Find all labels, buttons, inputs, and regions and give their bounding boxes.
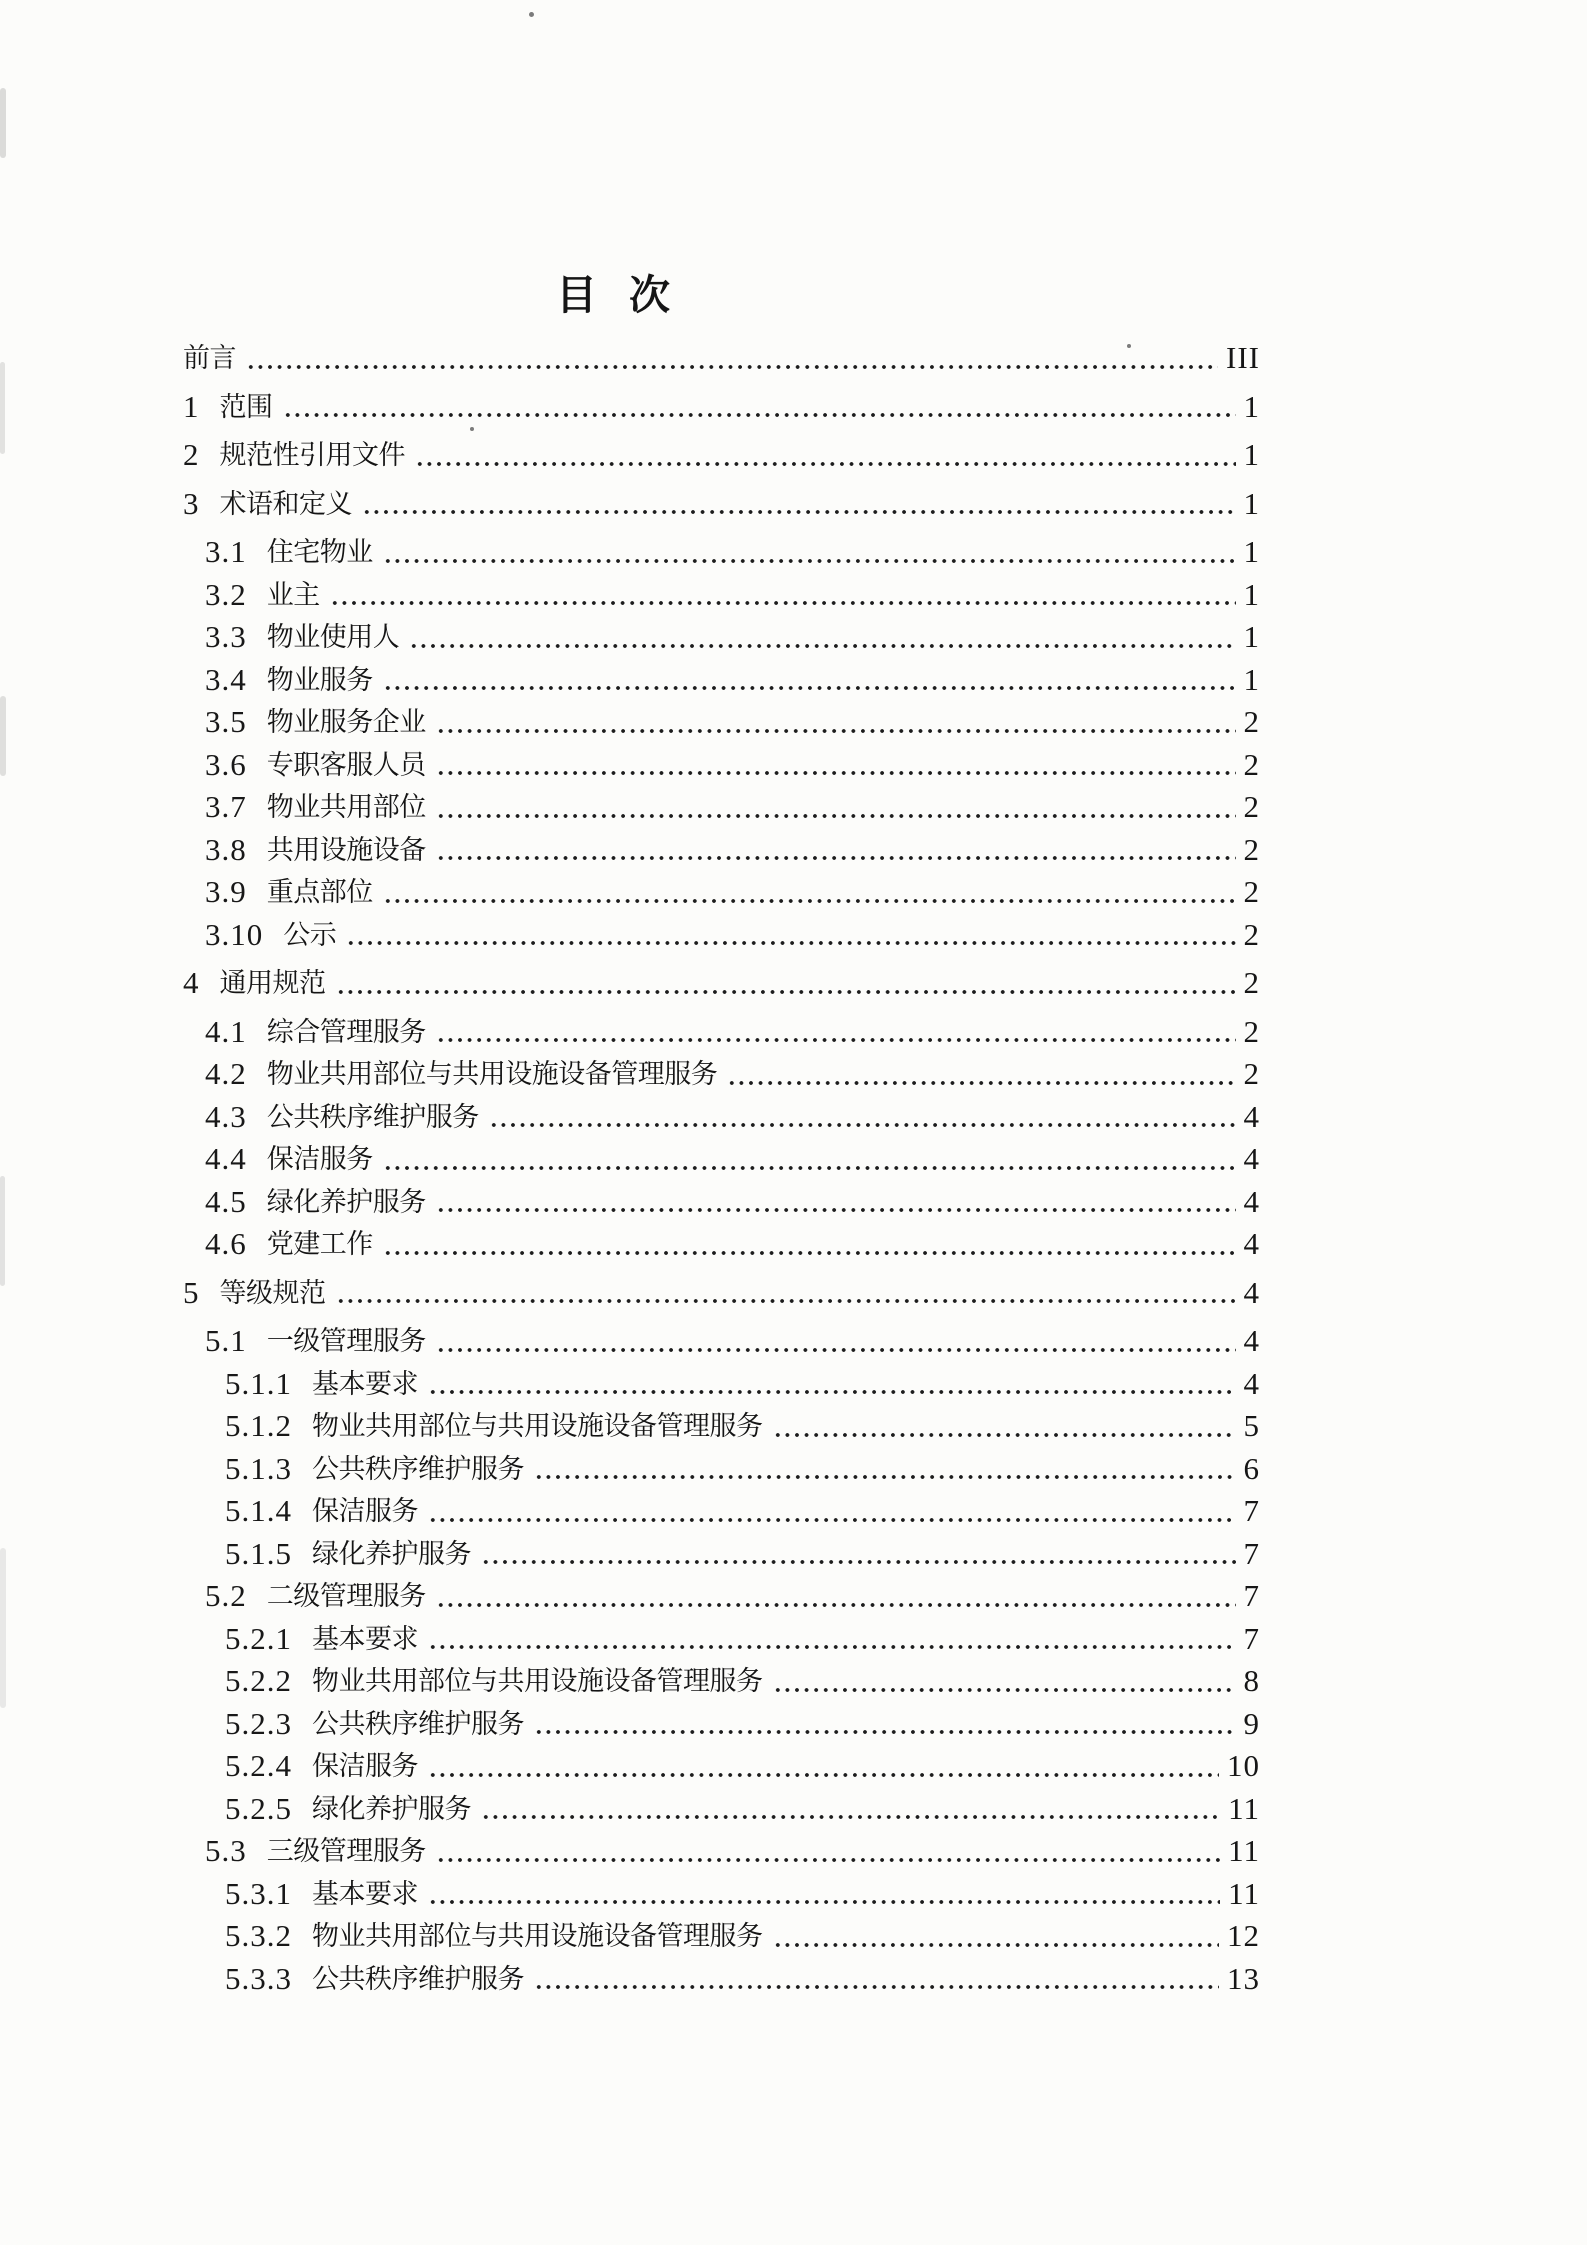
toc-entry [183, 1830, 1260, 1873]
toc-entry-label: 保洁服务 [312, 1751, 418, 1781]
toc-entry-number: 4.6 [205, 1226, 247, 1261]
toc-entry-number: 5.1.2 [225, 1408, 292, 1443]
toc-entry-page: 2 [1243, 704, 1260, 739]
toc-entry-label: 物业共用部位与共用设施设备管理服务 [312, 1411, 763, 1441]
dot-leader [481, 1533, 1236, 1576]
toc-entry [183, 1181, 1260, 1224]
dot-leader [336, 1272, 1236, 1315]
toc-entry-label: 党建工作 [266, 1229, 373, 1259]
toc-entry-number: 5.3.3 [225, 1960, 292, 1996]
toc-entry-page: 2 [1243, 831, 1260, 867]
toc-entry-number: 5.1 [205, 1323, 247, 1358]
toc-entry-page: 7 [1243, 1535, 1260, 1571]
toc-entry [183, 483, 1260, 526]
dot-leader [428, 1490, 1236, 1533]
dot-leader [346, 914, 1235, 957]
toc-entry-label: 基本要求 [312, 1368, 418, 1399]
toc-entry-label: 公共秩序维护服务 [312, 1708, 524, 1739]
toc-entry-number: 5 [183, 1274, 200, 1310]
toc-entry-number: 3.6 [205, 746, 247, 782]
toc-entry [183, 786, 1260, 829]
toc-entry-page: 1 [1243, 485, 1260, 521]
toc-entry [183, 1363, 1260, 1406]
toc-entry [183, 1272, 1260, 1315]
dot-leader [383, 1138, 1236, 1181]
toc-entry [183, 1405, 1260, 1448]
toc-entry-number: 5.2 [205, 1578, 247, 1613]
toc-entry-label: 物业使用人 [266, 622, 400, 652]
toc-entry-page: 8 [1243, 1663, 1260, 1698]
toc-entry [183, 1873, 1260, 1916]
toc-entry-page: 7 [1243, 1493, 1260, 1528]
toc-entry-number: 3.3 [205, 619, 247, 654]
toc-entry-number: 4.1 [205, 1013, 247, 1049]
toc-entry-number: 5.1.4 [225, 1493, 292, 1528]
toc-entry [183, 1745, 1260, 1788]
toc-entry-label: 物业共用部位 [266, 792, 426, 822]
toc-entry-page: 2 [1243, 1056, 1260, 1091]
toc-entry-page: 12 [1227, 1918, 1260, 1953]
dot-leader [773, 1660, 1236, 1703]
toc-entry-label: 前言 [183, 343, 236, 373]
toc-entry-label: 共用设施设备 [266, 834, 426, 865]
toc-entry-number: 4 [183, 965, 200, 1000]
toc-entry-label: 术语和定义 [219, 488, 352, 519]
toc-entry-label: 专职客服人员 [266, 749, 426, 780]
dot-leader [362, 483, 1236, 526]
toc-entry-label: 重点部位 [266, 877, 373, 907]
toc-entry-label: 公共秩序维护服务 [266, 1101, 479, 1132]
dot-leader [773, 1915, 1220, 1958]
toc-entry-page: III [1226, 340, 1260, 375]
toc-entry-label: 等级规范 [219, 1277, 326, 1308]
toc-entry-number: 4.4 [205, 1141, 247, 1176]
toc-entry-label: 二级管理服务 [266, 1581, 426, 1611]
toc-list [183, 331, 1260, 2000]
dot-leader [428, 1618, 1236, 1661]
toc-entry [183, 871, 1260, 914]
toc-entry-page: 1 [1243, 388, 1260, 424]
toc-entry-number: 1 [183, 388, 200, 424]
dot-leader [489, 1096, 1236, 1139]
dot-leader [436, 1575, 1236, 1618]
toc-entry [183, 914, 1260, 957]
toc-entry [183, 1490, 1260, 1533]
toc-entry-number: 3.5 [205, 704, 247, 739]
toc-entry-label: 保洁服务 [312, 1496, 418, 1526]
toc-entry-number: 5.2.1 [225, 1620, 292, 1656]
toc-entry-label: 物业服务企业 [266, 707, 426, 737]
dot-leader [436, 1181, 1236, 1224]
toc-entry-label: 绿化养护服务 [312, 1538, 471, 1569]
dot-leader [436, 829, 1236, 872]
toc-entry-label: 综合管理服务 [266, 1016, 426, 1047]
toc-entry-page: 6 [1243, 1450, 1260, 1486]
toc-entry [183, 1223, 1260, 1266]
toc-entry [183, 1053, 1260, 1096]
toc-entry-page: 1 [1243, 534, 1260, 569]
toc-entry-label: 物业共用部位与共用设施设备管理服务 [266, 1059, 718, 1089]
toc-entry-number: 5.2.2 [225, 1663, 292, 1698]
toc-entry-label: 三级管理服务 [266, 1836, 426, 1866]
toc-entry-page: 1 [1243, 619, 1260, 654]
toc-entry-label: 物业共用部位与共用设施设备管理服务 [312, 1666, 763, 1696]
toc-entry [183, 1788, 1260, 1831]
dot-leader [727, 1053, 1235, 1096]
toc-entry-number: 3.8 [205, 831, 247, 867]
toc-entry-label: 保洁服务 [266, 1144, 373, 1174]
toc-entry-page: 2 [1243, 916, 1260, 952]
dot-leader [246, 337, 1218, 380]
dot-leader [330, 574, 1236, 617]
toc-entry [183, 434, 1260, 477]
toc-entry-page: 9 [1243, 1705, 1260, 1741]
toc-entry-page: 4 [1243, 1323, 1260, 1358]
toc-entry-page: 1 [1243, 576, 1260, 612]
toc-entry-page: 1 [1243, 437, 1260, 472]
toc-entry-number: 3.4 [205, 661, 247, 697]
toc-entry-number: 5.2.3 [225, 1705, 292, 1741]
toc-entry-page: 4 [1243, 1183, 1260, 1219]
scan-artifact [0, 362, 5, 454]
toc-entry-label: 规范性引用文件 [219, 440, 405, 470]
toc-entry-number: 3 [183, 485, 200, 521]
toc-entry [183, 659, 1260, 702]
toc-entry [183, 744, 1260, 787]
toc-entry-number: 5.3 [205, 1833, 247, 1868]
toc-entry-page: 2 [1243, 789, 1260, 824]
toc-entry [183, 1703, 1260, 1746]
page-title: 目次 [556, 272, 702, 318]
toc-entry [183, 1958, 1260, 2001]
toc-entry [183, 962, 1260, 1005]
toc-entry-page: 10 [1227, 1748, 1260, 1783]
toc-entry-page: 4 [1243, 1274, 1260, 1310]
toc-entry-number: 5.3.2 [225, 1918, 292, 1953]
toc-entry-page: 7 [1243, 1620, 1260, 1656]
toc-entry-label: 基本要求 [312, 1878, 418, 1909]
scan-artifact [0, 1176, 5, 1286]
toc-entry-label: 业主 [266, 579, 320, 610]
toc-entry-page: 13 [1227, 1960, 1260, 1996]
toc-entry-label: 范围 [219, 391, 273, 422]
toc-entry-page: 2 [1243, 1013, 1260, 1049]
toc-entry-label: 基本要求 [312, 1623, 418, 1654]
dot-leader [481, 1788, 1220, 1831]
dot-leader [415, 434, 1236, 477]
toc-entry [183, 1096, 1260, 1139]
toc-entry-number: 2 [183, 437, 200, 472]
toc-entry-page: 5 [1243, 1408, 1260, 1443]
toc-entry-label: 公共秩序维护服务 [312, 1453, 524, 1484]
toc-entry-number: 5.1.5 [225, 1535, 292, 1571]
toc-entry [183, 1575, 1260, 1618]
dot-leader [534, 1958, 1219, 2001]
toc-entry-label: 物业服务 [266, 664, 373, 695]
toc-entry-page: 2 [1243, 874, 1260, 909]
dot-leader [283, 386, 1236, 429]
dot-leader [534, 1703, 1236, 1746]
dot-leader [428, 1873, 1220, 1916]
toc-entry-label: 公共秩序维护服务 [312, 1963, 524, 1994]
toc-entry-number: 5.3.1 [225, 1875, 292, 1911]
toc-entry-label: 物业共用部位与共用设施设备管理服务 [312, 1921, 763, 1951]
toc-entry [183, 337, 1260, 380]
toc-entry-page: 1 [1243, 661, 1260, 697]
toc-entry [183, 1138, 1260, 1181]
toc-entry-page: 11 [1228, 1790, 1260, 1826]
toc-entry [183, 1011, 1260, 1054]
toc-entry-label: 通用规范 [219, 968, 326, 998]
dot-leader [383, 659, 1236, 702]
toc-entry-number: 3.1 [205, 534, 247, 569]
toc-entry-label: 一级管理服务 [266, 1326, 426, 1356]
scan-artifact [0, 88, 6, 158]
dot-leader [383, 871, 1236, 914]
toc-entry-page: 4 [1243, 1365, 1260, 1401]
toc-entry [183, 1915, 1260, 1958]
dot-leader [436, 1830, 1220, 1873]
toc-entry [183, 829, 1260, 872]
toc-entry-label: 住宅物业 [266, 537, 373, 567]
dot-leader [436, 786, 1236, 829]
scan-artifact [529, 12, 534, 17]
dot-leader [773, 1405, 1236, 1448]
toc-entry-number: 5.2.4 [225, 1748, 292, 1783]
toc-entry-number: 3.7 [205, 789, 247, 824]
toc-entry [183, 1618, 1260, 1661]
toc-entry-number: 3.9 [205, 874, 247, 909]
dot-leader [383, 1223, 1236, 1266]
toc-entry-page: 4 [1243, 1226, 1260, 1261]
toc-entry-number: 5.2.5 [225, 1790, 292, 1826]
toc-entry [183, 1448, 1260, 1491]
toc-entry-number: 3.10 [205, 916, 264, 952]
toc-entry-number: 5.1.1 [225, 1365, 292, 1401]
toc-entry-number: 4.5 [205, 1183, 247, 1219]
toc-entry [183, 701, 1260, 744]
toc-entry-number: 4.3 [205, 1098, 247, 1134]
toc-entry [183, 1320, 1260, 1363]
dot-leader [436, 701, 1236, 744]
toc-entry-page: 4 [1243, 1098, 1260, 1134]
dot-leader [428, 1363, 1236, 1406]
scan-artifact [0, 1548, 6, 1708]
dot-leader [436, 1320, 1236, 1363]
toc-entry-label: 绿化养护服务 [312, 1793, 471, 1824]
toc-entry [183, 574, 1260, 617]
toc-entry-label: 绿化养护服务 [266, 1186, 426, 1217]
toc-entry-page: 4 [1243, 1141, 1260, 1176]
toc-entry-label: 公示 [283, 919, 337, 950]
toc-entry-page: 11 [1228, 1875, 1260, 1911]
toc-entry-number: 4.2 [205, 1056, 247, 1091]
toc-entry [183, 1533, 1260, 1576]
toc-entry-number: 5.1.3 [225, 1450, 292, 1486]
dot-leader [409, 616, 1235, 659]
dot-leader [383, 531, 1236, 574]
toc-entry-number: 3.2 [205, 576, 247, 612]
dot-leader [534, 1448, 1236, 1491]
toc-entry-page: 2 [1243, 965, 1260, 1000]
dot-leader [436, 1011, 1236, 1054]
scan-artifact [0, 696, 6, 776]
toc-entry-page: 7 [1243, 1578, 1260, 1613]
dot-leader [428, 1745, 1219, 1788]
toc-entry [183, 1660, 1260, 1703]
dot-leader [436, 744, 1236, 787]
dot-leader [336, 962, 1236, 1005]
toc-entry [183, 386, 1260, 429]
toc-entry [183, 616, 1260, 659]
toc-entry [183, 531, 1260, 574]
toc-entry-page: 2 [1243, 746, 1260, 782]
toc-entry-page: 11 [1228, 1833, 1260, 1868]
